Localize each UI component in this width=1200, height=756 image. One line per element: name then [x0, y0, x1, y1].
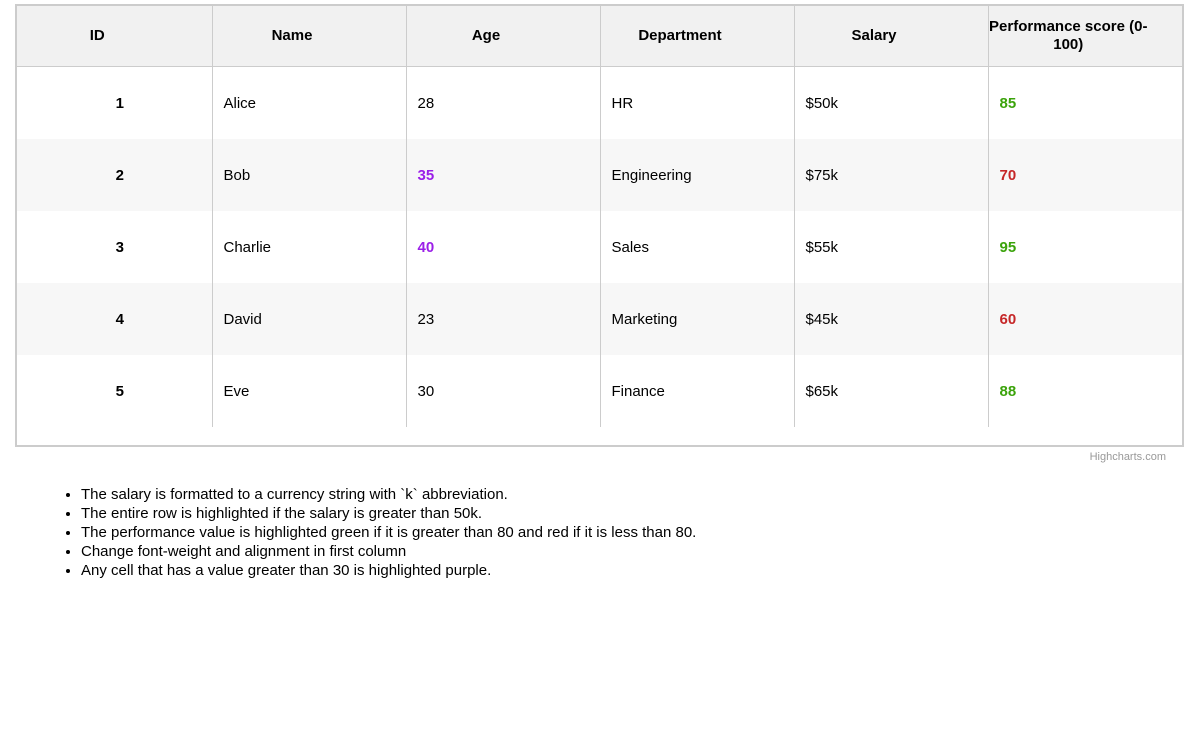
cell-salary: $65k: [794, 355, 988, 427]
cell-department: HR: [600, 67, 794, 140]
cell-performance: 70: [988, 139, 1182, 211]
cell-name: Charlie: [212, 211, 406, 283]
table-container: [15, 4, 1184, 447]
cell-age: 35: [406, 139, 600, 211]
cell-performance: 95: [988, 211, 1182, 283]
column-header-name: Name: [212, 6, 406, 67]
column-header-id: ID: [17, 6, 212, 67]
header-row: [17, 6, 1182, 67]
cell-salary: $55k: [794, 211, 988, 283]
cell-id: 2: [17, 139, 212, 211]
note-item-performance-color: • The performance value is highlighted green if it is greater than 80 and red if it is less than 80.: [81, 523, 696, 542]
cell-name: David: [212, 283, 406, 355]
cell-department: Finance: [600, 355, 794, 427]
notes-list: [0, 485, 696, 580]
cell-age: 28: [406, 67, 600, 140]
cell-age: 40: [406, 211, 600, 283]
note-item-salary-format: • The salary is formatted to a currency string with `k` abbreviation.: [81, 485, 696, 504]
cell-salary: $45k: [794, 283, 988, 355]
cell-age: 30: [406, 355, 600, 427]
cell-age: 23: [406, 283, 600, 355]
cell-performance: 60: [988, 283, 1182, 355]
data-table: [17, 6, 1182, 427]
table-row: [17, 139, 1182, 211]
highcharts-credit-link[interactable]: Highcharts.com: [1089, 451, 1166, 463]
table-row: [17, 211, 1182, 283]
table-row: [17, 355, 1182, 427]
cell-performance: 85: [988, 67, 1182, 140]
cell-id: 1: [17, 67, 212, 140]
cell-id: 3: [17, 211, 212, 283]
table-row: [17, 67, 1182, 140]
table-row: [17, 283, 1182, 355]
cell-salary: $75k: [794, 139, 988, 211]
cell-department: Engineering: [600, 139, 794, 211]
cell-name: Eve: [212, 355, 406, 427]
column-header-department: Department: [600, 6, 794, 67]
cell-performance: 88: [988, 355, 1182, 427]
note-item-row-highlight: • The entire row is highlighted if the salary is greater than 50k.: [81, 504, 696, 523]
cell-department: Marketing: [600, 283, 794, 355]
cell-department: Sales: [600, 211, 794, 283]
column-header-age: Age: [406, 6, 600, 67]
cell-salary: $50k: [794, 67, 988, 140]
cell-id: 4: [17, 283, 212, 355]
cell-id: 5: [17, 355, 212, 427]
column-header-performance: Performance score (0-100): [988, 6, 1182, 67]
cell-name: Bob: [212, 139, 406, 211]
note-item-purple-cells: • Any cell that has a value greater than 30 is highlighted purple.: [81, 561, 696, 580]
note-item-first-column: • Change font-weight and alignment in first column: [81, 542, 696, 561]
cell-name: Alice: [212, 67, 406, 140]
column-header-salary: Salary: [794, 6, 988, 67]
